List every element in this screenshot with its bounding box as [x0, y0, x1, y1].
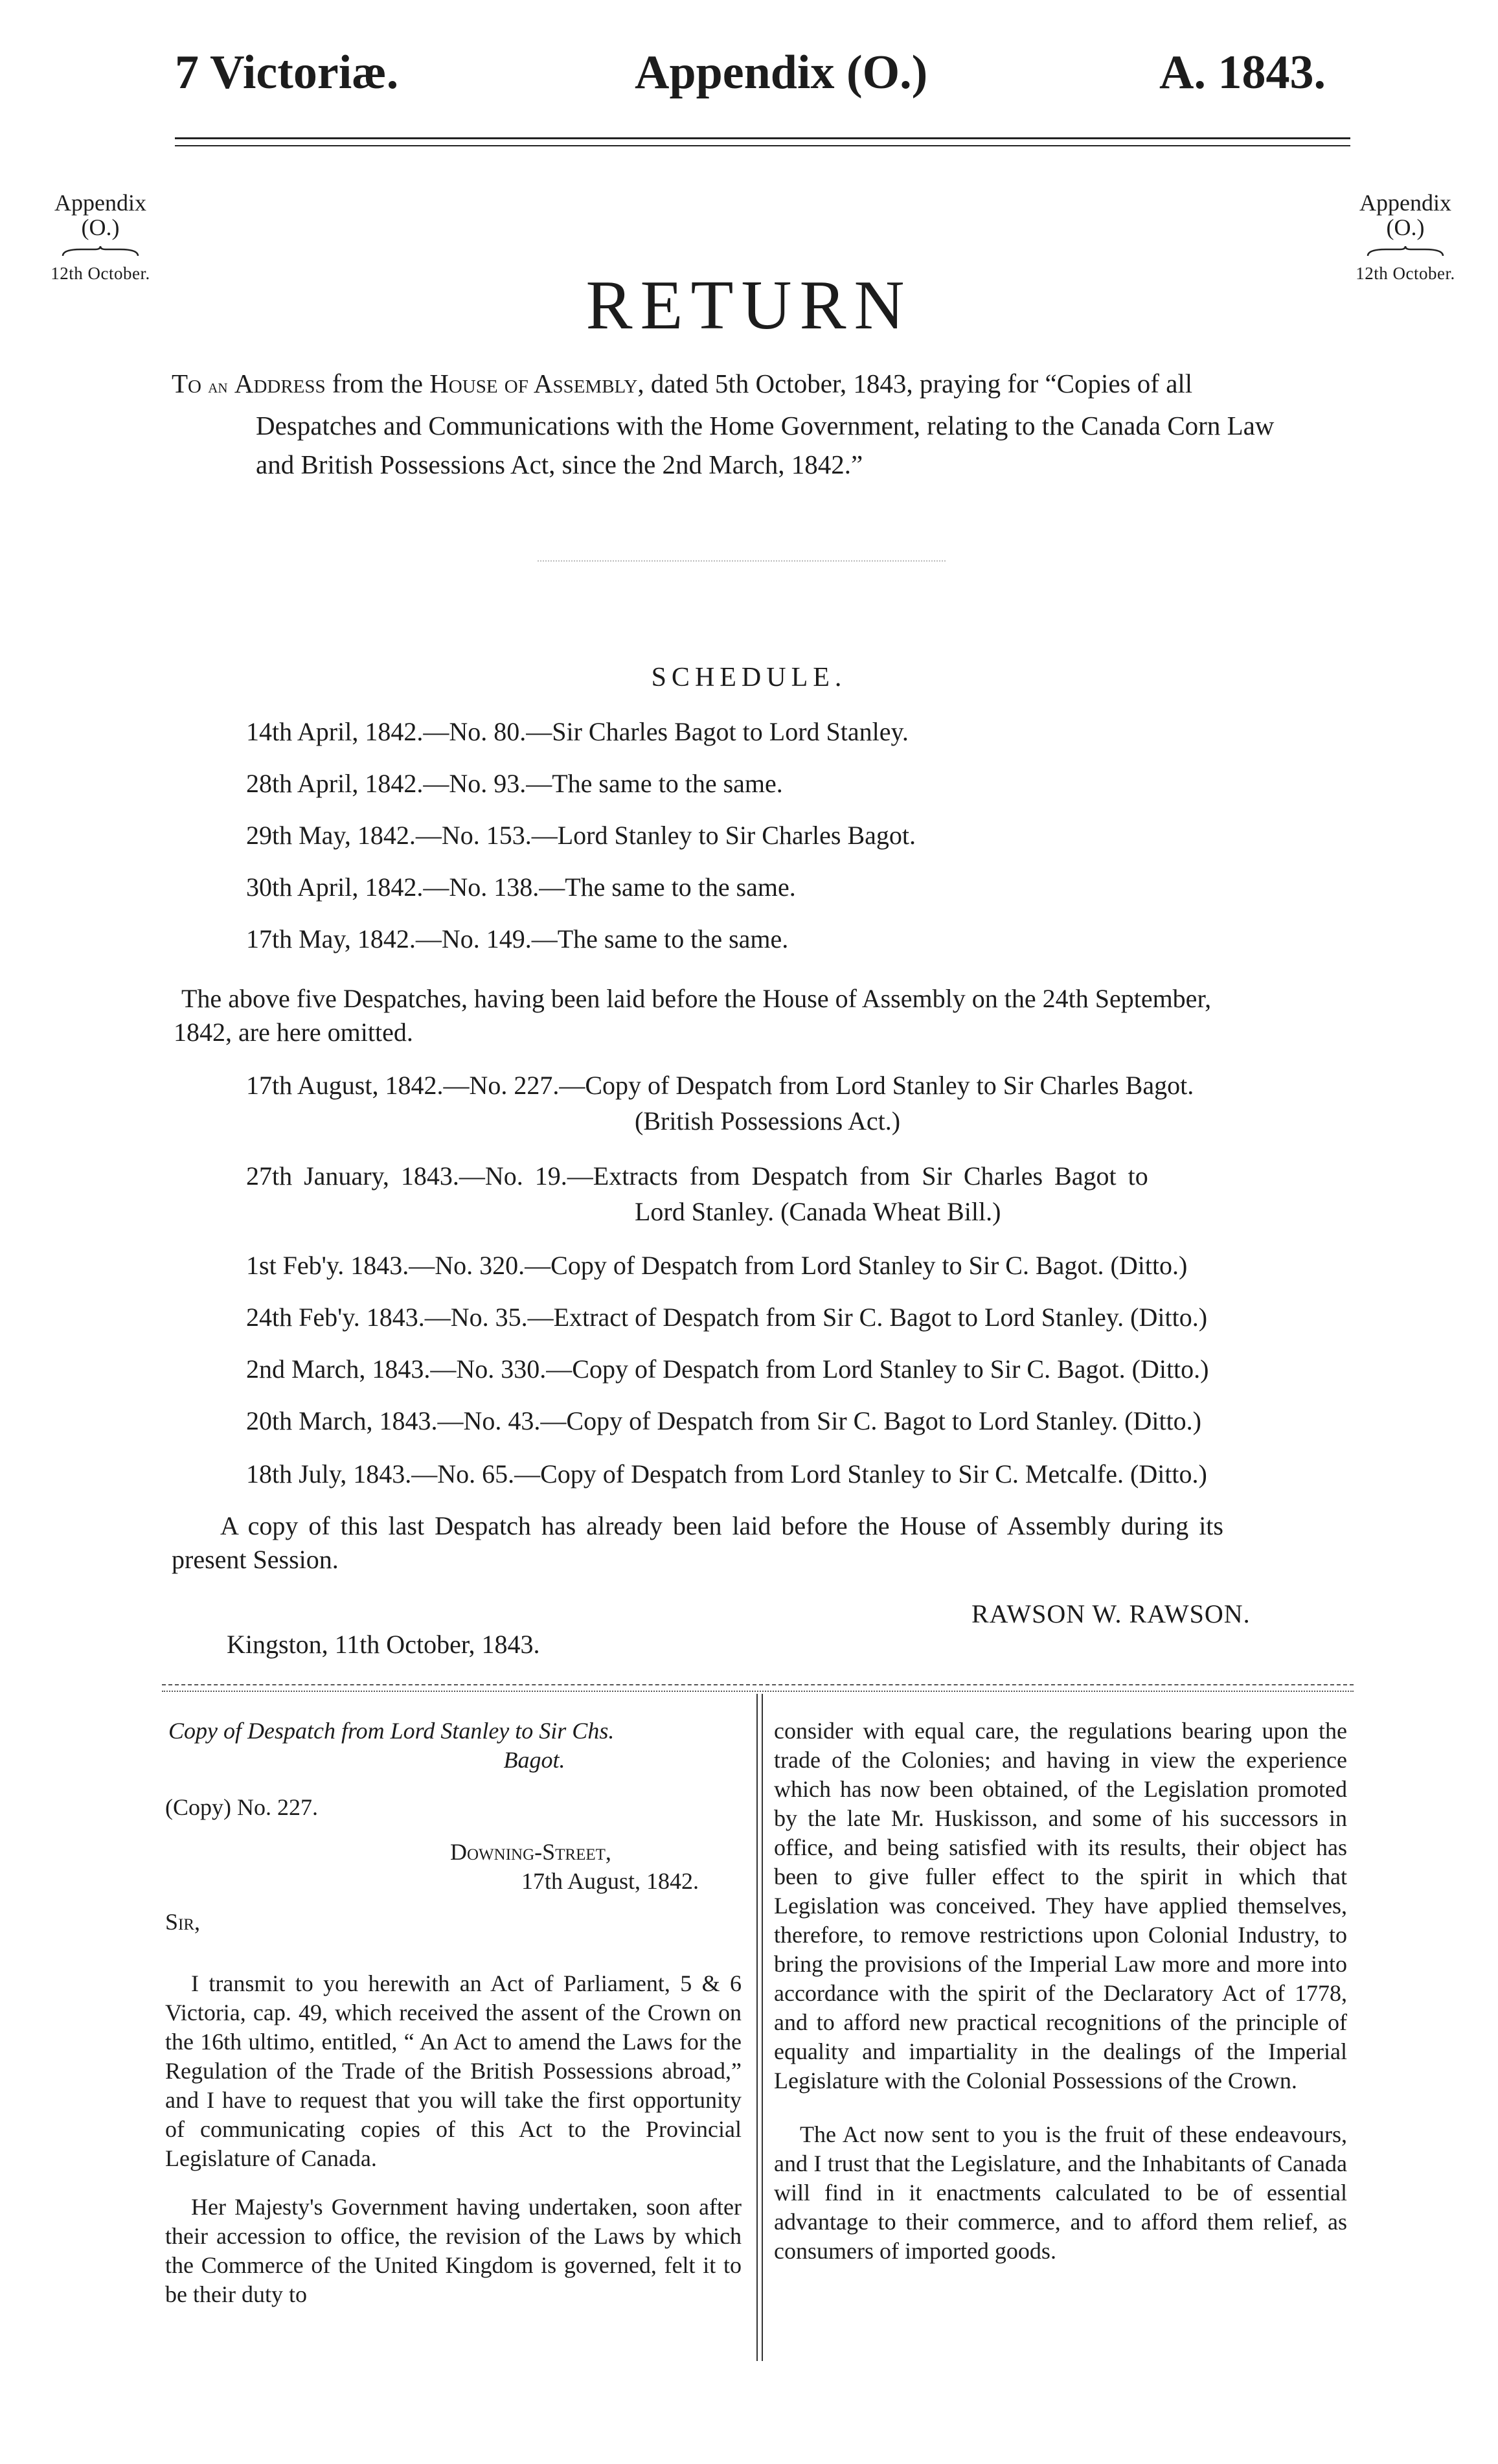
omitted-note-line-1: The above five Despatches, having been laid before the House of Assembly on the 24th September,	[181, 984, 1212, 1013]
header-rule-bottom	[175, 145, 1350, 146]
schedule-entry: 14th April, 1842.—No. 80.—Sir Charles Bagot to Lord Stanley.	[246, 717, 909, 746]
signature: RAWSON W. RAWSON.	[971, 1599, 1251, 1628]
right-paragraph-1: consider with equal care, the regulations bearing upon the trade of the Colonies; and having in view the experience which has now been obtained, of the Legislation promoted by the late Mr. Huskisson, and some of his successors in office, and being satisfied with its results, their object has been to give fuller effect to the spirit in which that Legislation was conceived. They have applied themselves, therefore, to remove restrictions upon Colonial Industry, to bring the provisions of the Imperial Law more and more into accordance with the spirit of the Declaratory Act of 1778, and to afford new practical recognitions of the principle of equality and impartiality in the dealings of the Imperial Legislature with the Colonial Possessions of the Crown.	[774, 1718, 1347, 2093]
schedule-entry: 30th April, 1842.—No. 138.—The same to the same.	[246, 873, 796, 902]
address-an: an	[208, 376, 228, 397]
last-note-line-1: A copy of this last Despatch has already been laid before the House of Assembly during its	[220, 1511, 1223, 1540]
section-divider	[162, 1684, 1354, 1685]
left-paragraph-2: Her Majesty's Government having undertaken, soon after their accession to office, the revision of the Laws by which the Commerce of the United Kingdom is governed, felt it to be their duty to	[165, 2194, 742, 2307]
schedule-entry: 29th May, 1842.—No. 153.—Lord Stanley to Sir Charles Bagot.	[246, 821, 916, 850]
column-rule-right	[762, 1694, 763, 2361]
schedule-entry	[246, 1161, 1347, 1227]
schedule-entry: 24th Feb'y. 1843.—No. 35.—Extract of Despatch from Sir C. Bagot to Lord Stanley. (Ditto.)	[246, 1303, 1208, 1332]
left-column	[165, 1717, 742, 2309]
schedule-entry	[246, 1070, 1347, 1136]
despatch-heading-2: Bagot.	[503, 1747, 565, 1773]
last-despatch-note	[172, 1509, 1354, 1577]
address-line-1-rest: dated 5th October, 1843, praying for “Copies of all	[650, 369, 1193, 398]
header-appendix: Appendix (O.)	[635, 46, 928, 99]
margin-note-right-date: 12th October.	[1356, 264, 1455, 284]
brace-right-icon	[1367, 245, 1444, 257]
address-line-1	[172, 364, 1350, 406]
left-paragraph-1: I transmit to you herewith an Act of Parliament, 5 & 6 Victoria, cap. 49, which received the assent of the Crown on the 16th ultimo, entitled, “ An Act to amend the Laws for the Regulation of the Trade of the British Possessions abroad,” and I have to request that you will take the first opportunity of communicating copies of this Act to the Provincial Legislature of Canada.	[165, 1970, 742, 2171]
address-line-3: and British Possessions Act, since the 2nd March, 1842.”	[256, 450, 863, 479]
despatch-date: 17th August, 1842.	[521, 1868, 699, 1894]
address-house: House of Assembly,	[429, 369, 644, 398]
margin-note-right-line1: Appendix	[1359, 190, 1451, 216]
schedule-entry: 28th April, 1842.—No. 93.—The same to the same.	[246, 769, 783, 798]
schedule-heading: SCHEDULE.	[651, 663, 847, 692]
despatch-heading: Copy of Despatch from Lord Stanley to Sir Chs.	[168, 1718, 615, 1744]
margin-note-left-date: 12th October.	[51, 264, 150, 284]
margin-note-left-line1: Appendix	[54, 190, 146, 216]
address-to: To	[172, 369, 201, 398]
column-rule-left	[756, 1694, 758, 2361]
section-divider-2	[162, 1691, 1354, 1692]
schedule-entry: 2nd March, 1843.—No. 330.—Copy of Despatch from Lord Stanley to Sir C. Bagot. (Ditto.)	[246, 1354, 1209, 1384]
schedule-entry-line: 27th January, 1843.—No. 19.—Extracts from Despatch from Sir Charles Bagot to	[246, 1161, 1148, 1191]
copy-number: (Copy) No. 227.	[165, 1794, 318, 1820]
header-rule-top	[175, 137, 1350, 139]
right-paragraph-2: The Act now sent to you is the fruit of these endeavours, and I trust that the Legislature, and the Inhabitants of Canada will find in it enactments calculated to be of essential advantage to their commerce, and to afford them relief, as consumers of imported goods.	[774, 2121, 1347, 2264]
schedule-entry-subline: (British Possessions Act.)	[635, 1106, 901, 1135]
salutation: Sir,	[165, 1909, 201, 1935]
schedule-entry: 20th March, 1843.—No. 43.—Copy of Despatch from Sir C. Bagot to Lord Stanley. (Ditto.)	[246, 1406, 1201, 1435]
address-block	[172, 364, 1350, 484]
address-line-2: Despatches and Communications with the Home Government, relating to the Canada Corn Law	[256, 411, 1275, 440]
schedule-entry: 17th May, 1842.—No. 149.—The same to the same.	[246, 924, 789, 953]
last-note-line-2: present Session.	[172, 1545, 339, 1574]
header-year: A. 1843.	[1159, 46, 1326, 99]
margin-note-right-line2: (O.)	[1386, 214, 1425, 240]
page-title: RETURN	[585, 267, 913, 344]
brace-left-icon	[62, 245, 139, 257]
margin-note-left-line2: (O.)	[81, 214, 120, 240]
right-column	[774, 1717, 1347, 2266]
place-date: Kingston, 11th October, 1843.	[227, 1630, 540, 1659]
omitted-note	[174, 982, 1354, 1049]
omitted-note-line-2: 1842, are here omitted.	[174, 1018, 413, 1047]
schedule-entry: 1st Feb'y. 1843.—No. 320.—Copy of Despatch from Lord Stanley to Sir C. Bagot. (Ditto.)	[246, 1251, 1188, 1280]
despatch-place: Downing-Street,	[450, 1839, 611, 1865]
schedule-entry-subline: Lord Stanley. (Canada Wheat Bill.)	[635, 1197, 1001, 1226]
ornament-divider	[538, 560, 946, 562]
address-from: from the	[332, 369, 423, 398]
schedule-entry-line: 17th August, 1842.—No. 227.—Copy of Despatch from Lord Stanley to Sir Charles Bagot.	[246, 1071, 1194, 1100]
address-word: Address	[234, 369, 326, 398]
schedule-entry: 18th July, 1843.—No. 65.—Copy of Despatch from Lord Stanley to Sir C. Metcalfe. (Ditto.)	[246, 1459, 1207, 1489]
header-regnal-year: 7 Victoriæ.	[175, 46, 399, 99]
